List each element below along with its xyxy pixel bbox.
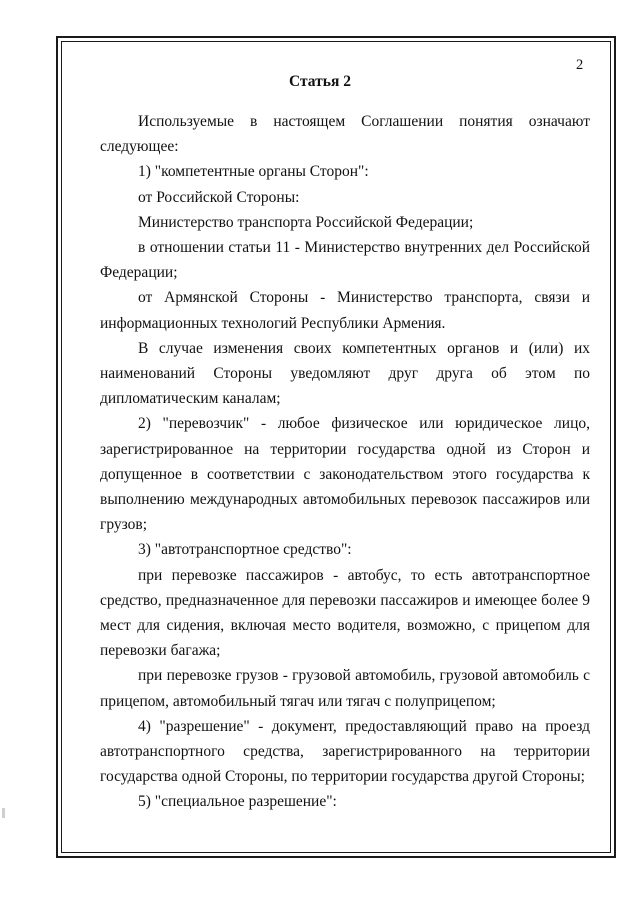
paragraph-vehicle-passengers: при перевозке пассажиров - автобус, то есть автотранспортное средство, предназначенное для перевозки пассажиров и имеющее более 9 мест для сидения, включая место водителя, возможно, с прицепом для перевозки багажа;	[100, 566, 590, 660]
paragraph-carrier-definition: 2) "перевозчик" - любое физическое или юридическое лицо, зарегистрированное на территории государства одной из Сторон и допущенное в соответствии с законодательством этого государства к выполнению международных автомобильных перевозок пассажиров или грузов;	[100, 415, 590, 534]
article-body	[100, 109, 590, 815]
paragraph-vehicle-heading: 3) "автотранспортное средство":	[138, 541, 352, 559]
paragraph-russian-ministry-transport: Министерство транспорта Российской Федерации;	[138, 213, 474, 231]
paragraph-authority-change-notice: В случае изменения своих компетентных органов и (или) их наименований Стороны уведомляют друг друга об этом по дипломатическим каналам;	[100, 339, 590, 408]
article-title: Статья 2	[289, 73, 351, 90]
paragraph-permit-definition: 4) "разрешение" - документ, предоставляющий право на проезд автотранспортного средства, зарегистрированного на территории государства одной Стороны, по территории государства другой Стороны;	[100, 717, 590, 786]
paragraph-definitions-intro: Используемые в настоящем Соглашении понятия означают следующее:	[100, 113, 590, 156]
paragraph-competent-authorities-heading: 1) "компетентные органы Сторон":	[138, 163, 369, 181]
paragraph-russian-side: от Российской Стороны:	[138, 188, 300, 206]
paragraph-russian-ministry-interior: в отношении статьи 11 - Министерство внутренних дел Российской Федерации;	[100, 239, 590, 282]
paragraph-special-permit-heading: 5) "специальное разрешение":	[138, 793, 337, 811]
paragraph-armenian-side: от Армянской Стороны - Министерство транспорта, связи и информационных технологий Республики Армения.	[100, 289, 590, 332]
paragraph-vehicle-cargo: при перевозке грузов - грузовой автомобиль, грузовой автомобиль с прицепом, автомобильный тягач или тягач с полуприцепом;	[100, 667, 590, 710]
page-number: 2	[576, 57, 584, 73]
scan-artifact-mark	[2, 808, 5, 818]
